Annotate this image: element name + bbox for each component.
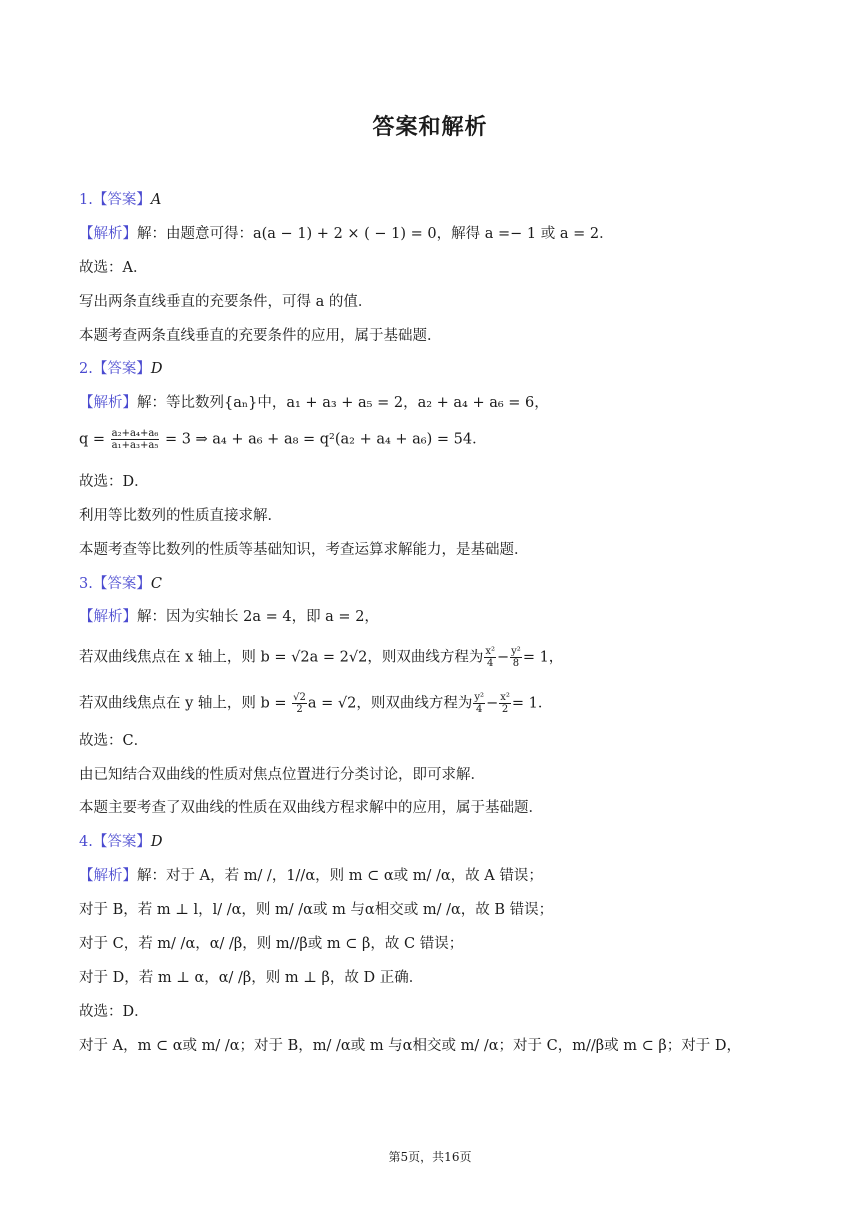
q3-y-frac-1-num: y² — [474, 692, 485, 703]
q3-y-case-text: 若双曲线焦点在 y 轴上，则 b = — [79, 695, 287, 712]
q3-y-frac-2 — [499, 692, 511, 715]
q1-summary: 本题考查两条直线垂直的充要条件的应用，属于基础题． — [79, 328, 442, 344]
q4-analysis-line — [79, 866, 543, 886]
q2-analysis-tag: 【解析】 — [79, 395, 137, 411]
q2-analysis-line — [79, 393, 549, 413]
q2-ratio-fraction — [111, 428, 160, 451]
q4-summary: 对于 A，m ⊂ α或 m/ /α；对于 B，m/ /α或 m 与α相交或 m/ /α；对于 C，m//β或 m ⊂ β；对于 D， — [79, 1038, 741, 1054]
q3-analysis-line — [79, 607, 379, 627]
q2-ratio-lhs: q = — [79, 431, 106, 448]
q3-x-case-text: 若双曲线焦点在 x 轴上，则 b = √2a = 2√2，则双曲线方程为 — [79, 649, 484, 666]
q4-answer-tag: 【答案】 — [92, 834, 151, 850]
q3-y-frac-0-num: √2 — [293, 692, 306, 703]
q3-answer-tag: 【答案】 — [92, 576, 151, 592]
q3-y-frac-0-den: 2 — [296, 704, 303, 715]
q2-answer: D — [150, 361, 163, 377]
q2-explanation: 利用等比数列的性质直接求解． — [79, 508, 282, 524]
page-title: 答案和解析 — [372, 115, 488, 140]
q3-y-minus: − — [486, 695, 499, 712]
q4-analysis-tag: 【解析】 — [79, 868, 137, 884]
q2-fraction-numerator: a₂+a₄+a₆ — [111, 428, 159, 439]
q4-answer: D — [150, 834, 163, 850]
q3-y-axis-case — [79, 692, 552, 715]
q3-y-case-mid: a = √2，则双曲线方程为 — [307, 695, 473, 712]
q1-number: 1. — [79, 192, 93, 208]
q3-answer: C — [150, 576, 162, 592]
q3-x-frac-1-num: x² — [485, 646, 495, 657]
q1-analysis-line — [79, 224, 614, 244]
q2-number: 2. — [79, 361, 93, 377]
q3-y-frac-1 — [473, 692, 485, 715]
q1-choice: 故选：A． — [79, 260, 148, 276]
q3-y-frac-0 — [292, 692, 307, 715]
q2-solution: 解：等比数列{aₙ}中，a₁ + a₃ + a₅ = 2，a₂ + a₄ + a₆ = 6， — [137, 395, 549, 411]
q2-ratio-rhs: = 3 ⇒ a₄ + a₆ + a₈ = q²(a₂ + a₄ + a₆) = 54． — [164, 431, 487, 448]
q1-analysis-tag: 【解析】 — [79, 226, 137, 242]
q2-ratio-line — [79, 428, 487, 451]
q1-answer-line — [79, 190, 161, 210]
q4-number: 4. — [79, 834, 93, 850]
q3-x-frac-1-den: 4 — [486, 658, 494, 669]
q4-case-a: 解：对于 A，若 m/ /，1//α，则 m ⊂ α或 m/ /α，故 A 错误； — [137, 868, 543, 884]
q1-answer-tag: 【答案】 — [92, 192, 151, 208]
q3-y-frac-2-num: x² — [500, 692, 510, 703]
page-footer: 第5页，共16页 — [388, 1150, 472, 1164]
q3-y-frac-1-den: 4 — [476, 704, 483, 715]
q4-choice: 故选：D． — [79, 1004, 149, 1020]
q2-summary: 本题考查等比数列的性质等基础知识，考查运算求解能力，是基础题． — [79, 542, 529, 558]
q1-answer: A — [150, 192, 162, 208]
q3-y-end: = 1． — [511, 695, 553, 712]
q3-number: 3. — [79, 576, 93, 592]
q3-analysis-tag: 【解析】 — [79, 609, 137, 625]
q3-x-frac-2 — [510, 646, 522, 669]
q3-answer-line — [79, 574, 162, 594]
q3-choice: 故选：C． — [79, 733, 149, 749]
q4-case-c: 对于 C，若 m/ /α，α/ /β，则 m//β或 m ⊂ β，故 C 错误； — [79, 936, 464, 952]
q3-x-frac-2-num: y² — [511, 646, 521, 657]
q3-explanation: 由已知结合双曲线的性质对焦点位置进行分类讨论，即可求解． — [79, 767, 485, 783]
q3-x-end: = 1， — [522, 649, 564, 666]
q2-answer-line — [79, 359, 162, 379]
q3-solution: 解：因为实轴长 2a = 4，即 a = 2， — [137, 609, 379, 625]
q4-case-b: 对于 B，若 m ⊥ l，l/ /α，则 m/ /α或 m 与α相交或 m/ /α，故 B 错误； — [79, 902, 554, 918]
q3-x-frac-2-den: 8 — [512, 658, 520, 669]
q4-case-d: 对于 D，若 m ⊥ α，α/ /β，则 m ⊥ β，故 D 正确． — [79, 970, 424, 986]
q2-answer-tag: 【答案】 — [92, 361, 151, 377]
q3-x-minus: − — [496, 649, 510, 666]
q3-x-frac-1 — [484, 646, 496, 669]
q3-x-axis-case — [79, 646, 563, 669]
q1-explanation: 写出两条直线垂直的充要条件，可得 a 的值． — [79, 294, 373, 310]
q3-y-frac-2-den: 2 — [501, 704, 509, 715]
q4-answer-line — [79, 832, 162, 852]
q3-summary: 本题主要考查了双曲线的性质在双曲线方程求解中的应用，属于基础题． — [79, 800, 543, 816]
q2-fraction-denominator: a₁+a₃+a₅ — [111, 440, 159, 451]
q2-choice: 故选：D． — [79, 474, 149, 490]
q1-solution: 解：由题意可得：a(a − 1) + 2 × ( − 1) = 0，解得 a =− 1 或 a = 2． — [137, 226, 614, 242]
